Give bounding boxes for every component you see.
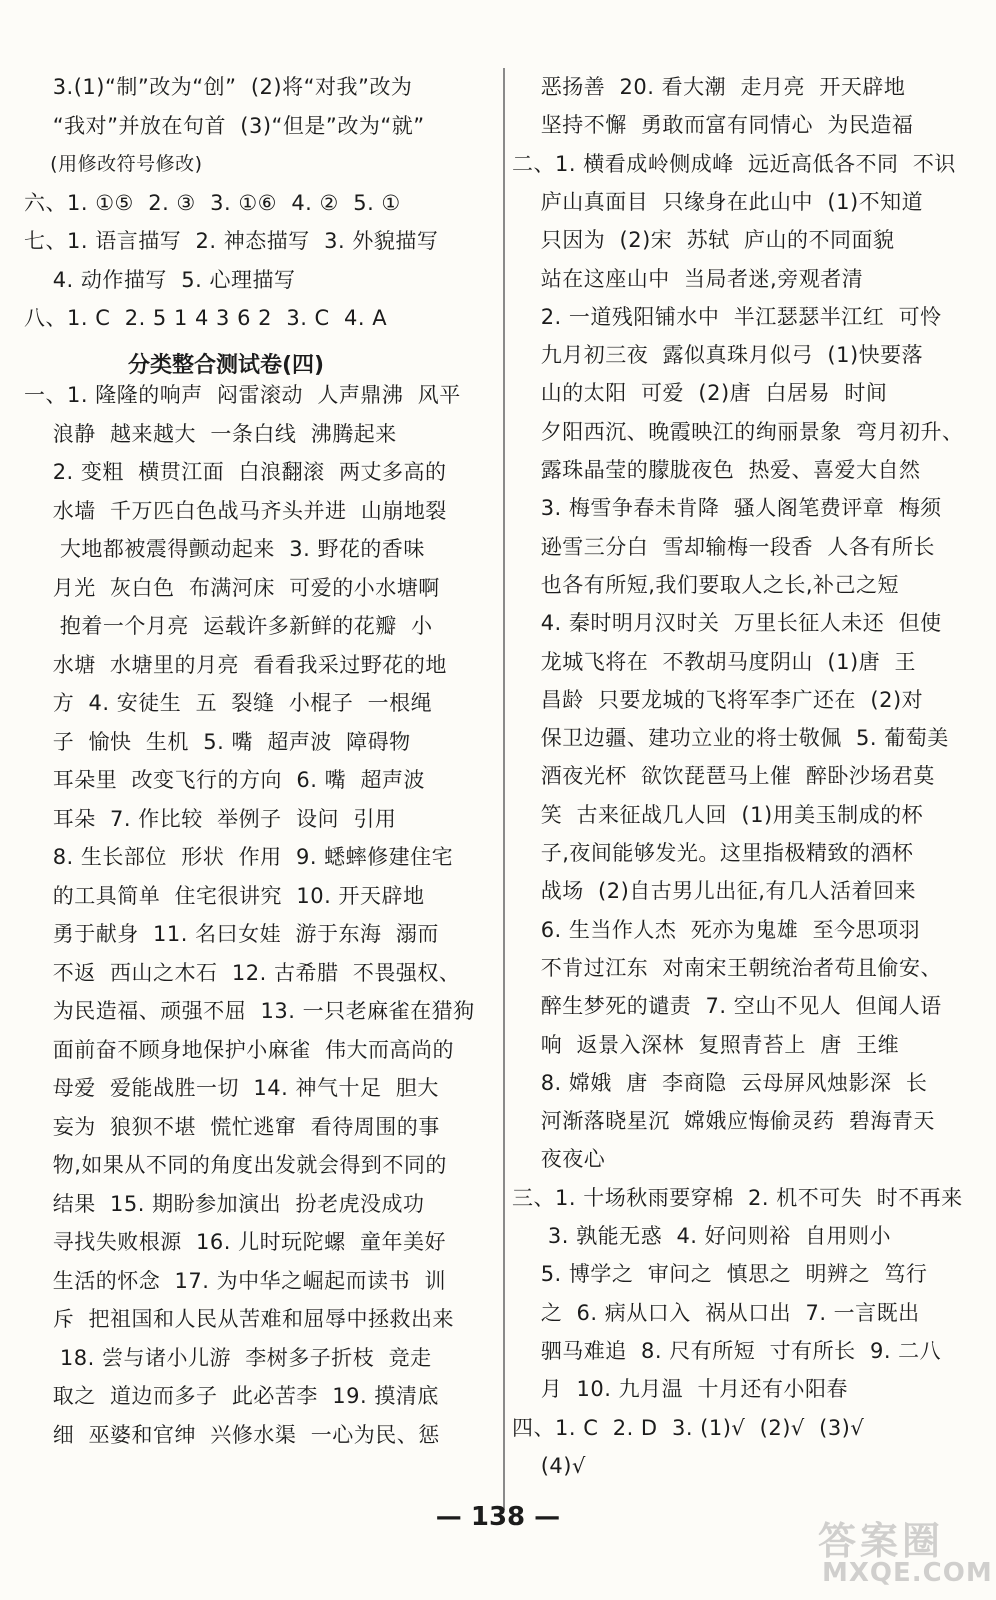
- answer-line: 斥 把祖国和人民从苦难和屈辱中拯救出来: [24, 1307, 455, 1331]
- watermark-logo: [818, 1510, 993, 1592]
- answer-line: 保卫边疆、建功立业的将士敬佩 5. 葡萄美: [512, 726, 949, 751]
- answer-line: 昌龄 只要龙城的飞将军李广还在 (2)对: [512, 687, 924, 712]
- answer-line: 之 6. 病从口入 祸从口出 7. 一言既出: [512, 1300, 920, 1325]
- answer-line: 逊雪三分白 雪却输梅一段香 人各有所长: [512, 534, 935, 559]
- answer-line: 抱着一个月亮 运载许多新鲜的花瓣 小: [24, 614, 433, 638]
- answer-line: 二、1. 横看成岭侧成峰 远近高低各不同 不识: [512, 151, 956, 176]
- answer-line: 四、1. C 2. D 3. (1)√ (2)√ (3)√: [512, 1415, 865, 1440]
- answer-line: 母爱 爱能战胜一切 14. 神气十足 胆大: [24, 1076, 439, 1100]
- answer-line: 九月初三夜 露似真珠月似弓 (1)快要落: [512, 343, 924, 368]
- section-heading: 分类整合测试卷(四): [128, 353, 325, 378]
- watermark-url: MXQE.COM: [822, 1558, 993, 1588]
- answer-line: “我对”并放在句首 (3)“但是”改为“就”: [24, 113, 425, 138]
- answer-line: 酒夜光杯 欲饮琵琶马上催 醉卧沙场君莫: [512, 764, 935, 789]
- answer-line: 3. 孰能无惑 4. 好问则裕 自用则小: [512, 1224, 891, 1248]
- answer-line: 战场 (2)自古男儿出征,有几人活着回来: [512, 879, 916, 904]
- answer-line: (用修改符号修改): [24, 153, 203, 175]
- answer-line: 夜夜心: [512, 1147, 606, 1172]
- watermark-text: 答案圈: [818, 1519, 945, 1563]
- answer-line: 8. 生长部位 形状 作用 9. 蟋蟀修建住宅: [24, 845, 454, 869]
- answer-line: 方 4. 安徒生 五 裂缝 小棍子 一根绳: [24, 691, 433, 715]
- answer-line: 3.(1)“制”改为“创” (2)将“对我”改为: [24, 75, 413, 99]
- answer-line: 不肯过江东 对南宋王朝统治者苟且偷安、: [512, 955, 943, 980]
- answer-line: 醉生梦死的谴责 7. 空山不见人 但闻人语: [512, 994, 942, 1019]
- answer-line: 露珠晶莹的朦胧夜色 热爱、喜爱大自然: [512, 458, 921, 482]
- answer-line: 2. 一道残阳铺水中 半江瑟瑟半江红 可怜: [512, 304, 942, 329]
- answer-line: 妄为 狼狈不堪 慌忙逃窜 看待周围的事: [24, 1114, 440, 1139]
- answer-line: 耳朵 7. 作比较 举例子 设问 引用: [24, 806, 397, 831]
- answer-line: 河渐落晓星沉 嫦娥应悔偷灵药 碧海青天: [512, 1109, 935, 1134]
- answer-line: 月 10. 九月温 十月还有小阳春: [512, 1377, 848, 1402]
- answer-line: 水墙 千万匹白色战马齐头并进 山崩地裂: [24, 498, 447, 523]
- answer-line: 取之 道边而多子 此必苦李 19. 摸清底: [24, 1384, 439, 1408]
- answer-line: 只因为 (2)宋 苏轼 庐山的不同面貌: [512, 228, 895, 253]
- answer-line: 18. 尝与诸小儿游 李树多子折枝 竞走: [24, 1345, 432, 1370]
- answer-line: 耳朵里 改变飞行的方向 6. 嘴 超声波: [24, 768, 425, 792]
- answer-line: 不返 西山之木石 12. 古希腊 不畏强权、: [24, 960, 461, 985]
- answer-line: 生活的怀念 17. 为中华之崛起而读书 训: [24, 1268, 446, 1293]
- answer-line: 一、1. 隆隆的响声 闷雷滚动 人声鼎沸 风平: [24, 383, 461, 407]
- answer-line: 3. 梅雪争春未肯降 骚人阁笔费评章 梅须: [512, 496, 942, 521]
- answer-line: 三、1. 十场秋雨要穿棉 2. 机不可失 时不再来: [512, 1185, 963, 1210]
- answer-line: 坚持不懈 勇敢而富有同情心 为民造福: [512, 113, 914, 138]
- answer-line: 笑 古来征战几人回 (1)用美玉制成的杯: [512, 802, 924, 827]
- answer-line: 寻找失败根源 16. 儿时玩陀螺 童年美好: [24, 1230, 446, 1254]
- answer-line: 七、1. 语言描写 2. 神态描写 3. 外貌描写: [24, 229, 439, 253]
- answer-line: 恶扬善 20. 看大潮 走月亮 开天辟地: [512, 75, 906, 99]
- answer-line: 山的太阳 可爱 (2)唐 白居易 时间: [512, 381, 888, 406]
- answer-line: (4)√: [512, 1453, 586, 1478]
- answer-line: 4. 秦时明月汉时关 万里长征人未还 但使: [512, 611, 942, 636]
- answer-line: 庐山真面目 只缘身在此山中 (1)不知道: [512, 189, 924, 214]
- answer-line: 2. 变粗 横贯江面 白浪翻滚 两丈多高的: [24, 460, 447, 484]
- answer-line: 4. 动作描写 5. 心理描写: [24, 267, 296, 292]
- column-divider: [503, 68, 505, 1510]
- answer-line: 水塘 水塘里的月亮 看看我采过野花的地: [24, 652, 447, 677]
- page-number: — 138 —: [435, 1502, 561, 1532]
- answer-line: 站在这座山中 当局者迷,旁观者清: [512, 266, 864, 291]
- answer-line: 子,夜间能够发光。这里指极精致的酒杯: [512, 841, 914, 865]
- answer-line: 6. 生当作人杰 死亦为鬼雄 至今思项羽: [512, 917, 921, 942]
- answer-line: 子 愉快 生机 5. 嘴 超声波 障碍物: [24, 729, 411, 754]
- answer-line: 8. 嫦娥 唐 李商隐 云母屏风烛影深 长: [512, 1070, 928, 1095]
- answer-line: 龙城飞将在 不教胡马度阴山 (1)唐 王: [512, 649, 916, 674]
- answer-line: 的工具简单 住宅很讲究 10. 开天辟地: [24, 883, 425, 908]
- answer-line: 大地都被震得颤动起来 3. 野花的香味: [24, 537, 425, 561]
- answer-line: 浪静 越来越大 一条白线 沸腾起来: [24, 421, 397, 446]
- answer-line: 夕阳西沉、晚霞映江的绚丽景象 弯月初升、: [512, 419, 964, 444]
- answer-line: 响 返景入深林 复照青苔上 唐 王维: [512, 1032, 900, 1057]
- answer-line: 六、1. ①⑤ 2. ③ 3. ①⑥ 4. ② 5. ①: [24, 190, 401, 215]
- answer-line: 为民造福、顽强不屈 13. 一只老麻雀在猎狗: [24, 999, 475, 1023]
- answer-line: 结果 15. 期盼参加演出 扮老虎没成功: [24, 1191, 425, 1216]
- answer-line: 驷马难追 8. 尺有所短 寸有所长 9. 二八: [512, 1338, 942, 1363]
- answer-line: 物,如果从不同的角度出发就会得到不同的: [24, 1153, 447, 1177]
- answer-line: 月光 灰白色 布满河床 可爱的小水塘啊: [24, 575, 440, 600]
- answer-line: 细 巫婆和官绅 兴修水渠 一心为民、惩: [24, 1422, 440, 1447]
- answer-line: 也各有所短,我们要取人之长,补己之短: [512, 572, 900, 597]
- answer-line: 5. 博学之 审问之 慎思之 明辨之 笃行: [512, 1262, 928, 1287]
- answer-line: 八、1. C 2. 5 1 4 3 6 2 3. C 4. A: [24, 306, 388, 330]
- answer-line: 勇于献身 11. 名曰女娃 游于东海 溺而: [24, 922, 439, 946]
- answer-line: 面前奋不顾身地保护小麻雀 伟大而高尚的: [24, 1037, 455, 1062]
